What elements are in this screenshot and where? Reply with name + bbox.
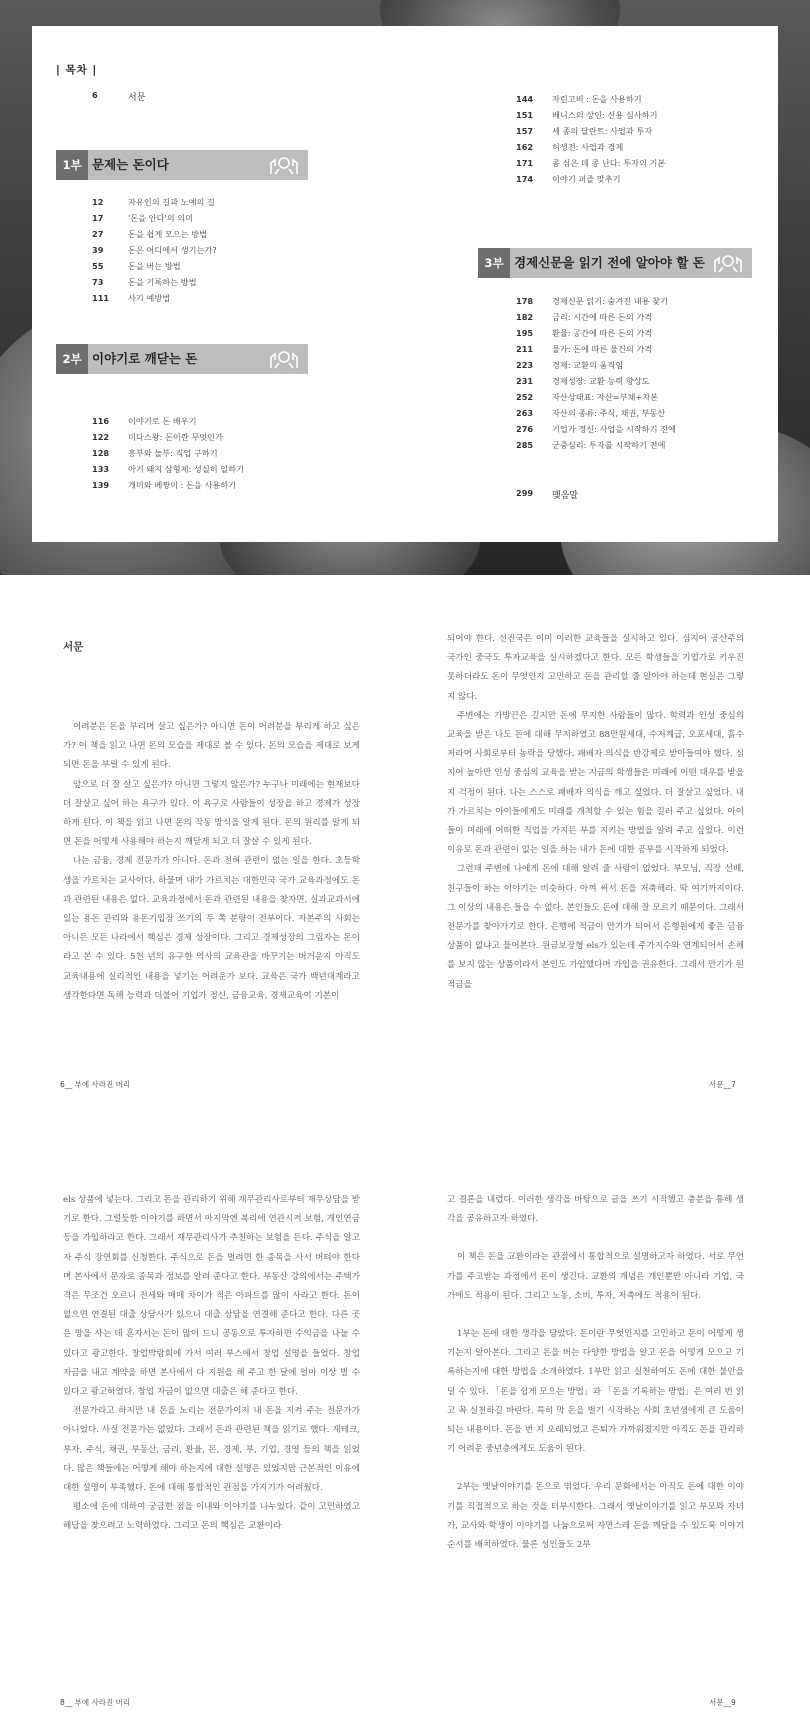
toc-entry-title: 군중심리: 투자를 시작하기 전에 — [552, 440, 666, 450]
part-number: 1부 — [56, 150, 88, 180]
toc-entry-title: 허생전: 사업과 경제 — [552, 142, 624, 152]
toc-entry-page: 299 — [516, 488, 534, 498]
toc-entry-page: 122 — [92, 432, 110, 442]
body-paragraph: els 상품에 넣는다. 그리고 돈을 관리하기 위해 재무관리사로부터 재무상담을 받기로 한다. 그럴듯한 이야기를 하면서 마지막엔 복리에 연관시켜 보험, 개인연금 등을 가입하라고 한다. 그래서 재무관리사가 추천하는 보험을 든다. 주식을 알고자 주식 강연회를 신청한다. 주식으로 돈을 벌려면 한 종목을 사서 버텨야 한다며 본사에서 문자로 종목과 정보를 알려 준다고 한다. 부동산 강의에서는 주택가격은 무조건 오르니 전세와 매매 차이가 적은 아파트를 많이 사라고 한다. 돈이 없으면 연결된 대출 상담사가 있으니 대출 상담을 연결해 준다고 한다. 다른 곳은 방을 사는 데 혼자서는 돈이 많이 드니 공동으로 투자하면 수익금을 나눌 수 있다고 광고한다. 창업박람회에 가서 여러 부스에서 창업 설명을 들었다. 창업 자금을 내고 계약을 하면 본사에서 다 지원을 해 주고 한 달에 얼마 이상 벌 수 있다고 광고하였다. 창업 자금이 없으면 대출은 해 준다고 한다. — [63, 1195, 360, 1398]
part-title: 경제신문을 읽기 전에 알아야 할 돈 — [514, 255, 705, 270]
book-spread-2 — [0, 1145, 810, 1723]
toc-entry-page: 263 — [516, 408, 534, 418]
body-paragraph: 이 책은 돈을 교환이라는 관점에서 통합적으로 설명하고자 하였다. 서로 무언가를 주고받는 과정에서 돈이 생긴다. 교환의 개념은 개인뿐만 아니라 기업, 국가에도 적용이 된다. 그리고 노동, 소비, 투자, 저축에도 적용이 된다. — [447, 1252, 744, 1301]
toc-entry-title: 베니스의 상인: 신용 심사하기 — [552, 110, 658, 120]
toc-entry-title: 자산의 종류: 주식, 채권, 부동산 — [552, 408, 666, 418]
toc-entry-title: 흥부와 놀부: 직업 구하기 — [128, 448, 218, 458]
part-1-header — [56, 150, 308, 180]
part-number: 2부 — [56, 344, 88, 374]
toc-entry-title: 이야기 퍼즐 맞추기 — [552, 174, 621, 184]
paragraph-gap — [447, 1459, 744, 1478]
body-paragraph: 1부는 돈에 대한 생각을 담았다. 돈이란 무엇인지를 고민하고 돈이 어떻게 생기는지 알아본다. 그리고 돈을 버는 다양한 방법을 알고 돈을 어떻게 모으고 기록하는지에 대한 방법을 소개하였다. 1부만 읽고 실천하여도 돈에 대한 불안을 덜 수 있다. 「돈을 쉽게 모으는 방법」과 「돈을 기록하는 방법」은 여러 번 읽고 꼭 실천하길 바란다. 특히 막 돈을 벌기 시작하는 사회 초년생에게 큰 도움이 되는 내용이다. 돈을 번 지 오래되었고 은퇴가 가까워졌지만 아직도 돈을 관리하기 어려운 중년층에게도 도움이 된다. — [447, 1329, 744, 1455]
body-paragraph: 2부는 옛날이야기를 돈으로 엮었다. 우리 문화에서는 아직도 돈에 대한 이야기를 직접적으로 하는 것을 터부시한다. 그래서 옛날이야기를 읽고 부모와 자녀가, 교사와 학생이 이야기를 나눔으로써 자연스레 돈을 깨달을 수 있도록 이야기 순서를 배치하였다. 물론 성인들도 2부 — [447, 1482, 744, 1551]
section-title: 서문 — [63, 641, 84, 653]
toc-entry-page: 128 — [92, 448, 110, 458]
toc-entry-title: 기업가 정신: 사업을 시작하기 전에 — [552, 424, 676, 434]
toc-entry-page: 195 — [516, 328, 534, 338]
toc-entry-page: 133 — [92, 464, 110, 474]
toc-entry-title: 돈을 버는 방법 — [128, 261, 181, 271]
part-3-header — [478, 248, 752, 278]
toc-label: | 목차 | — [56, 64, 98, 76]
body-paragraph: 앞으로 더 잘 살고 싶은가? 아니면 그렇지 않은가? 누구나 미래에는 현재보다 더 잘살고 싶어 하는 욕구가 있다. 이 욕구로 사람들이 성장을 하고 경제가 성장하게 된다. 이 책을 읽고 나면 돈의 작동 방식을 알게 된다. 돈의 원리를 알게 되면 돈을 어떻게 사용해야 하는지 깨닫게 되고 더 잘살 수 있게 된다. — [63, 779, 360, 848]
toc-entry-title: 돈을 쉽게 모으는 방법 — [128, 229, 207, 239]
body-paragraph: 전문가라고 하지만 내 돈을 노리는 전문가이지 내 돈을 지켜 주는 전문가가 아니었다. 사실 전문가는 없었다. 그래서 돈과 관련된 책을 읽기로 했다. 재테크, 부자, 주식, 채권, 부동산, 금리, 환율, 돈, 경제, 부, 기업, 경영 등의 책을 읽었다. 많은 책들에는 어떻게 해야 하는지에 대한 설명은 있었지만 근본적인 이유에 대한 설명이 부족했다. 돈에 대해 통합적인 관점을 가지기가 어려웠다. — [63, 1406, 360, 1494]
toc-entry-title: 사기 예방법 — [128, 293, 171, 303]
toc-entry-page: 111 — [92, 293, 110, 303]
toc-entry-page: 17 — [92, 213, 104, 223]
toc-entry-title: '돈을 안다'의 의미 — [128, 213, 194, 223]
page-left — [63, 718, 360, 1006]
toc-entry-title: 물가: 돈에 따른 물건의 가격 — [552, 344, 653, 354]
hands-coin-icon — [268, 154, 300, 176]
body-paragraph: 평소에 돈에 대하여 궁금한 점을 이내와 이야기를 나누었다. 같이 고민하였고 해답을 찾으려고 노력하였다. 그리고 돈의 핵심은 교환이라 — [63, 1502, 360, 1532]
toc-entry-page: 178 — [516, 296, 534, 306]
toc-entry-title: 환율: 공간에 따른 돈의 가격 — [552, 328, 653, 338]
toc-entry-page: 285 — [516, 440, 534, 450]
body-paragraph: 고 결론을 내렸다. 이러한 생각을 바탕으로 글을 쓰기 시작했고 충분을 통해 생각을 공유하고자 하였다. — [447, 1195, 744, 1225]
toc-entry-title: 경제신문 읽기: 숨겨진 내용 찾기 — [552, 296, 668, 306]
toc-entry-page: 144 — [516, 94, 534, 104]
paragraph-gap — [447, 1306, 744, 1325]
toc-entry-page: 231 — [516, 376, 534, 386]
toc-entry-title: 자산상태표: 자산=부채+자본 — [552, 392, 659, 402]
toc-entry-page: 162 — [516, 142, 534, 152]
toc-entry-title: 맺음말 — [552, 491, 579, 501]
toc-entry-page: 182 — [516, 312, 534, 322]
toc-entry-title: 세 종의 달란트: 사업과 투자 — [552, 126, 653, 136]
book-spread-1 — [0, 575, 810, 1145]
toc-entry-title: 아기 돼지 삼형제: 성실히 일하기 — [128, 464, 244, 474]
page-footer-left: 8__ 부에 사라진 머리 — [60, 1698, 131, 1707]
part-title: 문제는 돈이다 — [92, 157, 169, 172]
toc-entry-page: 55 — [92, 261, 104, 271]
toc-entry-page: 139 — [92, 480, 110, 490]
part-number: 3부 — [478, 248, 510, 278]
toc-entry-title: 미다스왕: 돈이란 무엇인가 — [128, 432, 223, 442]
toc-entry-title: 경제성장: 교환 능력 향상도 — [552, 376, 650, 386]
toc-entry-page: 171 — [516, 158, 534, 168]
toc-entry-page: 12 — [92, 197, 104, 207]
toc-entry-title: 돈은 어디에서 생기는가? — [128, 245, 217, 255]
toc-entry-page: 174 — [516, 174, 534, 184]
body-paragraph: 주변에는 가방끈은 길지만 돈에 무지한 사람들이 많다. 학력과 인성 중심의 교육을 받은 나도 돈에 대해 무지하였고 88만원세대, 수저계급, 오포세대, 흙수저라며 사회로부터 농락을 당했다. 패배자 의식을 반강제로 받아들여야 했다. 심지어 높아만 인성 중심의 교육을 받는 지금의 학생들은 미래에 어떤 대우를 받을지 걱정이 된다. 나는 스스로 패배자 의식을 깨고 싶었다. 더 잘살고 싶었다. 내가 가르치는 아이들에게도 미래를 개척할 수 있는 힘을 길러 주고 싶었다. 아이들이 미래에 어떠한 직업을 가지든 부를 지키는 방법을 알려 주고 싶었다. 이런 이유로 돈과 관련이 없는 일을 하는 내가 돈에 대한 공부를 시작하게 되었다. — [447, 710, 744, 856]
page-right — [447, 1191, 744, 1555]
page-footer-right: 서문__9 — [709, 1698, 736, 1707]
toc-entry-page: 276 — [516, 424, 534, 434]
body-paragraph: 그런데 주변에 나에게 돈에 대해 알려 줄 사람이 없었다. 부모님, 직장 선배, 친구들이 하는 이야기는 비슷하다. 아껴 써서 돈을 저축해라. 딱 여기까지이다. 그 이상의 내용은 들을 수 없다. 본인들도 돈에 대해 잘 모르기 때문이다. 그래서 전문가를 찾아가기로 한다. 은행에 적금이 만기가 되어서 은행원에게 좋은 금융 상품이 없냐고 물어본다. 원금보장형 els가 있는데 주가지수와 연계되어서 손해를 보지 않는 상품이라서 본인도 가입했다며 가입을 권유한다. 그래서 만기가 된 적금을 — [447, 864, 744, 990]
toc-entry-page: 116 — [92, 416, 110, 426]
toc-entry-page: 151 — [516, 110, 534, 120]
toc-entry-title: 콩 심은 데 콩 난다: 투자의 기본 — [552, 158, 666, 168]
toc-entry-title: 돈을 기록하는 방법 — [128, 277, 197, 287]
toc-spread — [0, 0, 810, 575]
toc-entry-page: 39 — [92, 245, 104, 255]
toc-entry-page: 27 — [92, 229, 104, 239]
toc-entry-page: 223 — [516, 360, 534, 370]
page-footer-right: 서문__7 — [709, 1080, 736, 1089]
toc-entry-title: 자유인의 길과 노예의 길 — [128, 197, 215, 207]
toc-entry-title: 개미와 베짱이 : 돈을 사용하기 — [128, 480, 237, 490]
paragraph-gap — [447, 1229, 744, 1248]
page-right — [447, 630, 744, 995]
hands-coin-icon — [268, 348, 300, 370]
toc-page — [32, 26, 778, 542]
toc-entry-title: 자린고비 : 돈을 사용하기 — [552, 94, 642, 104]
part-title: 이야기로 깨닫는 돈 — [92, 351, 198, 366]
body-paragraph: 나는 금융, 경제 전문가가 아니다. 돈과 전혀 관련이 없는 일을 한다. 초등학생을 가르치는 교사이다. 하물며 내가 가르치는 대한민국 국가 교육과정에도 돈과 관련된 내용은 없다. 교육과정에서 돈과 관련된 내용을 찾자면, 실과교과서에 있는 용돈 관리와 용돈기입장 쓰기의 두 쪽 분량이 전부이다. 자본주의 사회는 아니든 모든 나라에서 핵심은 경제 성장이다. 그리고 경제성장의 그림자는 돈이라고 본 수 있다. 5천 년의 유구한 역사의 교육관을 바꾸기는 버거운지 아직도 교육내용에 실리적인 내용을 넣기는 어려운가 보다. 교육은 국가 백년대계라고 생각한다면 독해 능력과 더불어 기업가 정신, 금융교육, 경제교육이 기본이 — [63, 856, 360, 1001]
toc-entry-page: 6 — [92, 90, 98, 100]
toc-entry-page: 157 — [516, 126, 534, 136]
toc-entry-title: 이야기로 돈 배우기 — [128, 416, 197, 426]
page-footer-left: 6__ 부에 사라진 머리 — [60, 1080, 131, 1089]
body-paragraph: 되어야 한다. 선진국은 이미 이러한 교육들을 실시하고 있다. 심지어 공산주의 국가인 중국도 투자교육을 실시하겠다고 한다. 모든 학생들을 기업가로 키우진 못하더라도 돈이 무엇인지 고민하고 돈을 관리할 줄 알아야 하는데 현실은 그렇지 않다. — [447, 634, 744, 702]
page-left — [63, 1191, 360, 1537]
toc-entry-page: 73 — [92, 277, 104, 287]
hands-coin-icon — [712, 252, 744, 274]
toc-entry-title: 금리: 시간에 따른 돈의 가격 — [552, 312, 653, 322]
body-paragraph: 어려분은 돈을 부리며 살고 싶은가? 아니면 돈이 어려분을 부리게 하고 싶은가? 이 책을 읽고 나면 돈의 모습을 제대로 볼 수 있다. 돈의 모습을 제대로 보게 되면 돈을 부릴 수 있게 된다. — [63, 722, 360, 771]
part-2-header — [56, 344, 308, 374]
toc-entry-page: 252 — [516, 392, 534, 402]
toc-entry-title: 서문 — [128, 93, 146, 103]
toc-entry-page: 211 — [516, 344, 534, 354]
toc-entry-title: 경제: 교환의 움직임 — [552, 360, 624, 370]
